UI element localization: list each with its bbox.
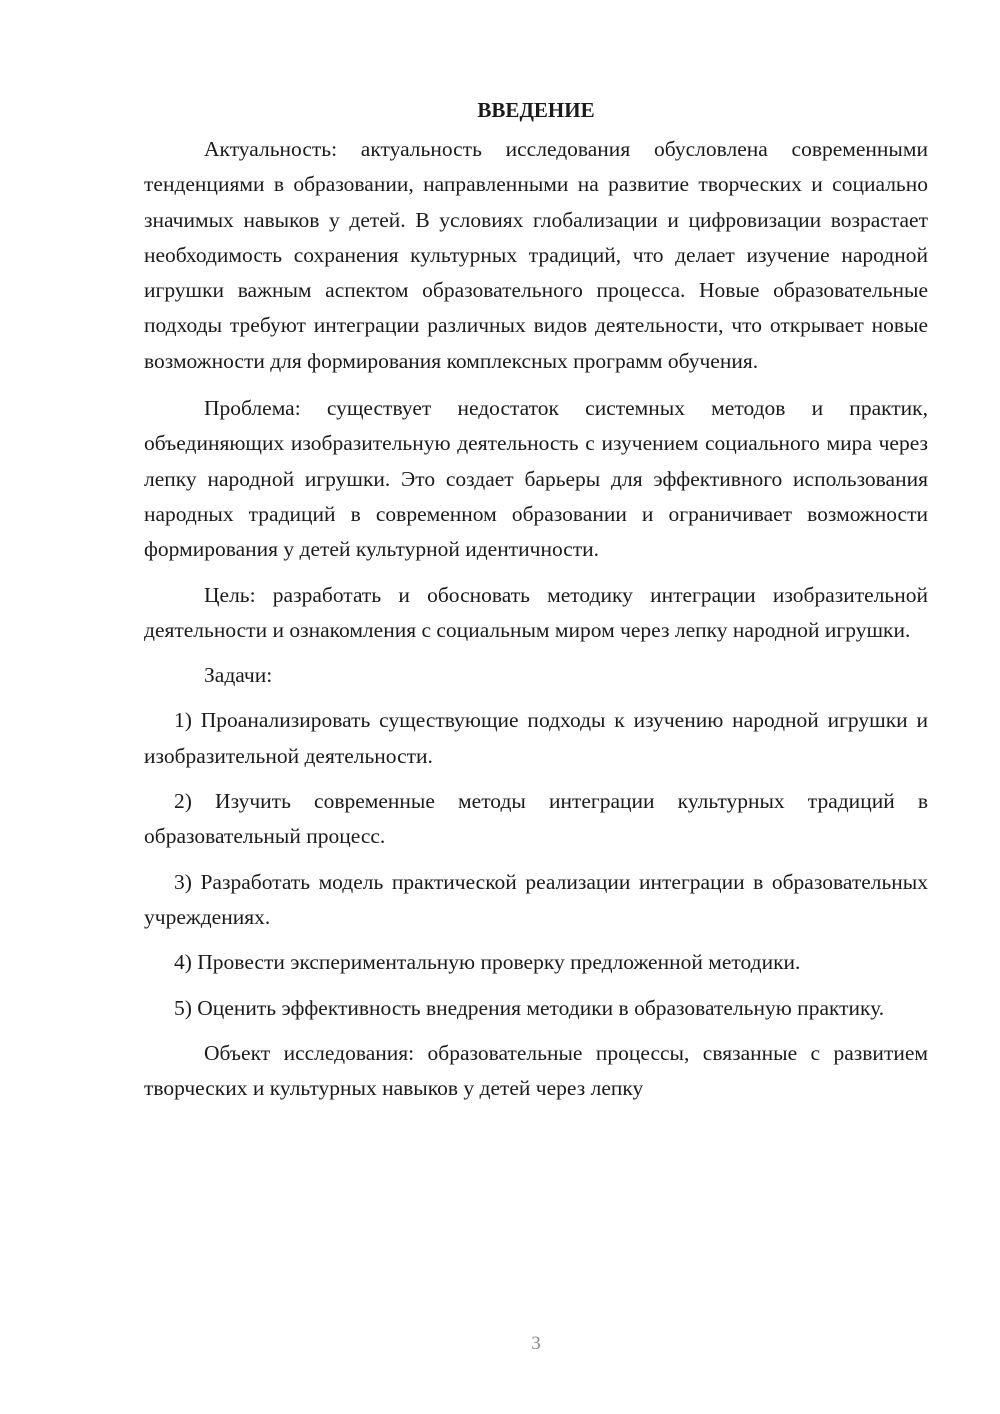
relevance-paragraph: Актуальность: актуальность исследования обусловлена современными тенденциями в образовании, направленными на развитие творческих и социально значимых навыков у детей. В условиях глобализации и цифровизации возрастает необходимость сохранения культурных традиций, что делает изучение народной игрушки важным аспектом образовательного процесса. Новые образовательные подходы требуют интеграции различных видов деятельности, что открывает новые возможности для формирования комплексных программ обучения.: [144, 137, 928, 373]
task-item: 5) Оценить эффективность внедрения методики в образовательную практику.: [174, 995, 885, 1020]
task-item: 1) Проанализировать существующие подходы к изучению народной игрушки и изобразительной деятельности.: [144, 708, 928, 768]
page-title: ВВЕДЕНИЕ: [477, 98, 595, 122]
task-item: 3) Разработать модель практической реализации интеграции в образовательных учреждениях.: [144, 869, 928, 929]
tasks-label: Задачи:: [204, 663, 273, 688]
page-number: 3: [531, 1333, 541, 1354]
task-item: 4) Провести экспериментальную проверку предложенной методики.: [174, 950, 801, 975]
goal-paragraph: Цель: разработать и обосновать методику интеграции изобразительной деятельности и ознакомления с социальным миром через лепку народной игрушки.: [144, 582, 928, 642]
task-item: 2) Изучить современные методы интеграции культурных традиций в образовательный процесс.: [144, 789, 928, 849]
document-page: [144, 92, 928, 1116]
problem-paragraph: Проблема: существует недостаток системных методов и практик, объединяющих изобразительную деятельность с изучением социального мира через лепку народной игрушки. Это создает барьеры для эффективного использования народных традиций в современном образовании и ограничивает возможности формирования у детей культурной идентичности.: [144, 396, 928, 562]
object-paragraph: Объект исследования: образовательные процессы, связанные с развитием творческих и культурных навыков у детей через лепку: [144, 1040, 928, 1101]
